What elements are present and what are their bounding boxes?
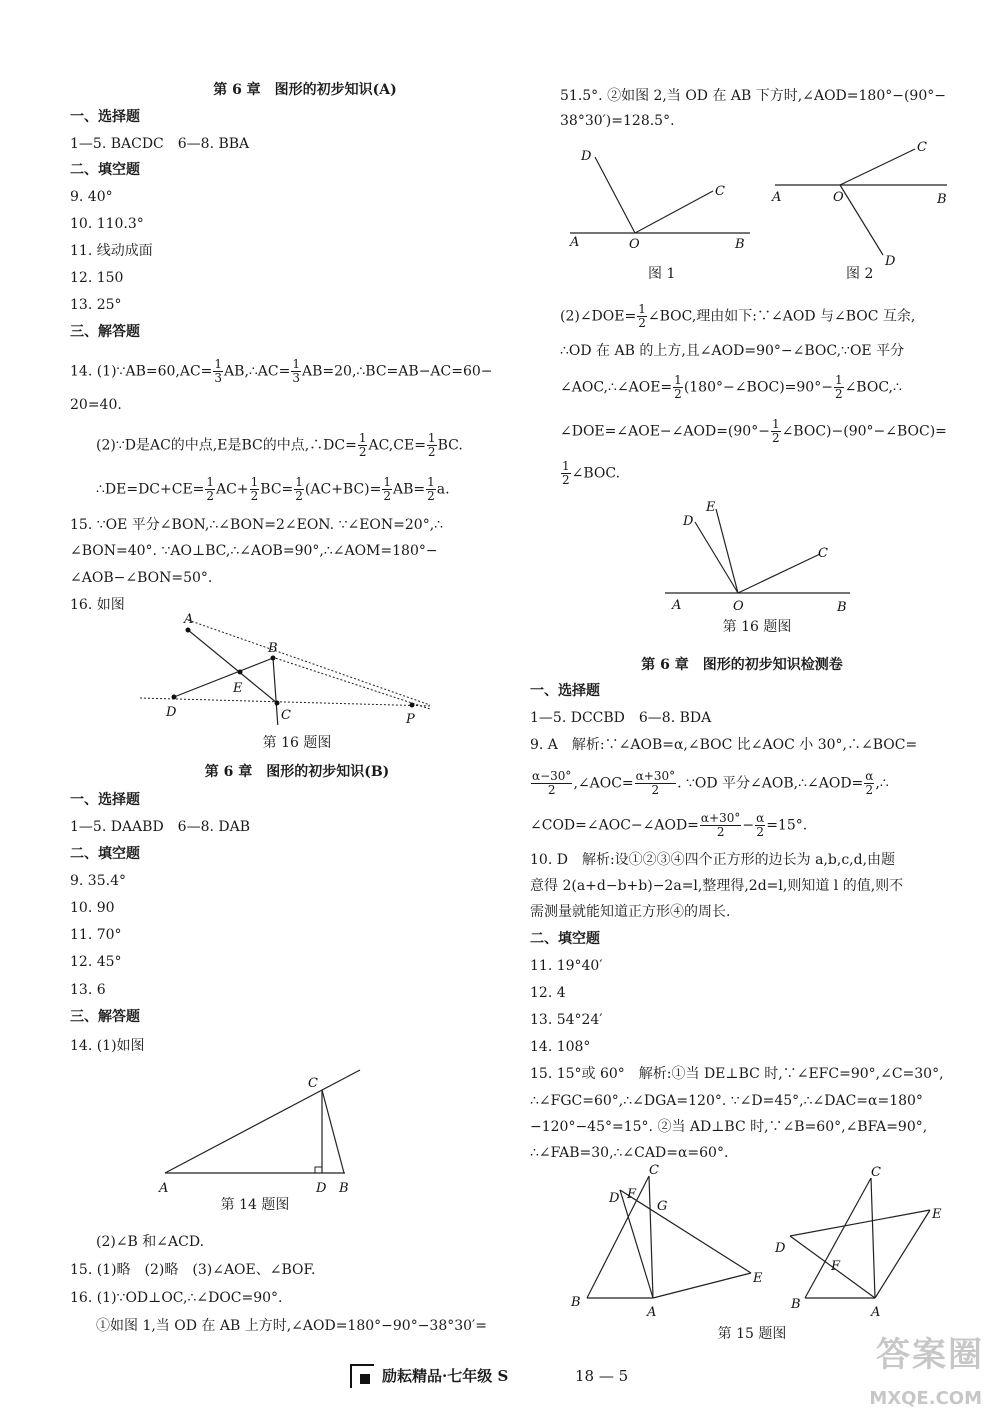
q14-line2: 20=40. (70, 397, 122, 413)
q15-line1: 15. ∵OE 平分∠BON,∴∠BON=2∠EON. ∵∠EON=20°,∴ (70, 517, 444, 533)
label-b: B (837, 600, 847, 615)
point-d (172, 695, 177, 700)
figure-15-caption: 第 15 题图 (717, 1326, 787, 1342)
point-c (275, 701, 280, 706)
section-b-fill-item: 11. 70° (70, 927, 122, 943)
section-a-fill-heading: 二、填空题 (70, 162, 140, 178)
q15-line2: ∠BON=40°. ∵AO⊥BC,∴∠AOB=90°,∴∠AOM=180°− (70, 543, 438, 559)
t15-line3: −120°−45°=15°. ②当 AD⊥BC 时,∵∠B=60°,∠BFA=90°, (530, 1119, 928, 1135)
fig15a-label-a: A (647, 1305, 657, 1320)
label-d: D (166, 705, 177, 720)
label-p: P (406, 712, 415, 725)
t15-line1: 15. 15°或 60° 解析:①当 DE⊥BC 时,∵∠EFC=90°,∠C=30°, (530, 1066, 944, 1082)
fig1-label-c: C (715, 184, 725, 199)
figure-16-right (660, 497, 860, 617)
t10-line2: 意得 2(a+d−b+b)−2a=l,整理得,2d=l,则知道 l 的值,则不 (530, 878, 904, 894)
section-b-choice-answers: 1—5. DAABD 6—8. DAB (70, 819, 251, 835)
figure-14-caption: 第 14 题图 (220, 1197, 290, 1213)
test-choice-heading: 一、选择题 (530, 683, 600, 699)
section-b-fill-item: 12. 45° (70, 954, 122, 970)
label-a: A (159, 1181, 169, 1195)
section-a-fill-item: 10. 110.3° (70, 216, 144, 232)
fig2-label-o: O (833, 190, 844, 205)
fig1-label-a: A (570, 235, 580, 250)
r-line2: 38°30′)=128.5°. (560, 113, 675, 129)
label-b: B (268, 641, 278, 656)
test-fill-heading: 二、填空题 (530, 931, 600, 947)
label-e: E (233, 681, 243, 696)
fig2-label-d: D (885, 254, 896, 269)
section-a-solve-heading: 三、解答题 (70, 324, 140, 340)
b16-line2: ①如图 1,当 OD 在 AB 上方时,∠AOD=180°−90°−38°30′= (96, 1318, 487, 1334)
fig15b-label-f: F (831, 1259, 841, 1274)
t9-line1: 9. A 解析:∵∠AOB=α,∠BOC 比∠AOC 小 30°,∴∠BOC= (530, 737, 918, 753)
q14-line3: (2)∵D是AC的中点,E是BC的中点,∴DC= $\frac{1}{2}$ AC,CE= $\frac{1}{2}$ BC. (96, 431, 463, 459)
label-b: B (339, 1181, 349, 1195)
section-a-fill-item: 13. 25° (70, 297, 122, 313)
figure-2-caption: 图 2 (846, 266, 874, 282)
p2-line1: (2)∠DOE= $\frac{1}{2}$ ∠BOC,理由如下:∵∠AOD 与∠BOC 互余, (560, 302, 916, 330)
fig2-label-b: B (937, 192, 947, 207)
point-a (186, 628, 191, 633)
fig15b-label-c: C (871, 1165, 881, 1180)
section-a-choice-heading: 一、选择题 (70, 109, 140, 125)
label-d: D (683, 514, 694, 529)
section-b-solve-heading: 三、解答题 (70, 1009, 140, 1025)
fig15b-label-e: E (932, 1207, 942, 1222)
b14-text: 14. (1)如图 (70, 1038, 145, 1054)
footer-page-number: 18 — 5 (575, 1367, 629, 1385)
p2-line2: ∴OD 在 AB 的上方,且∠AOD=90°−∠BOC,∵OE 平分 (560, 343, 905, 359)
label-c: C (818, 546, 828, 561)
test-fill-item: 14. 108° (530, 1039, 591, 1055)
section-a-title: 第 6 章 图形的初步知识(A) (213, 82, 397, 98)
fig15a-label-b: B (571, 1295, 581, 1310)
label-a: A (184, 612, 194, 627)
fig15a-label-g: G (657, 1199, 668, 1214)
t9-line3: ∠COD=∠AOC−∠AOD= $\frac{\alpha+30^\circ}{2}$ − $\frac{\alpha}{2}$ =15°. (530, 811, 808, 839)
fig1-label-b: B (735, 237, 745, 252)
q14-line1: 14. (1)∵AB=60,AC= $\frac{1}{3}$ AB,∴AC= $\frac{1}{3}$ AB=20,∴BC=AB−AC=60− (70, 357, 493, 385)
section-b-title: 第 6 章 图形的初步知识(B) (204, 764, 390, 780)
point-b (271, 656, 276, 661)
fig15b-label-a: A (871, 1305, 881, 1320)
section-b-fill-item: 9. 35.4° (70, 873, 126, 889)
fig15a-label-d: D (609, 1191, 620, 1206)
t10-line1: 10. D 解析:设①②③④四个正方形的边长为 a,b,c,d,由题 (530, 852, 896, 868)
test-title: 第 6 章 图形的初步知识检测卷 (641, 657, 843, 673)
figure-16-left (140, 610, 510, 725)
b16-line1: 16. (1)∵OD⊥OC,∴∠DOC=90°. (70, 1290, 283, 1306)
fig15b-label-d: D (775, 1241, 786, 1256)
section-b-fill-heading: 二、填空题 (70, 846, 140, 862)
test-fill-item: 13. 54°24′ (530, 1012, 603, 1028)
fig1-label-d: D (581, 149, 592, 164)
watermark (830, 1335, 990, 1419)
fig15a-label-e: E (753, 1271, 763, 1286)
point-p (410, 703, 415, 708)
label-d: D (316, 1181, 327, 1195)
label-e: E (706, 500, 716, 515)
section-b-fill-item: 10. 90 (70, 900, 115, 916)
section-a-fill-item: 11. 线动成面 (70, 243, 153, 259)
footer (350, 1360, 670, 1396)
figure-15 (565, 1158, 965, 1323)
figure-16r-caption: 第 16 题图 (722, 619, 792, 635)
section-a-fill-item: 9. 40° (70, 189, 113, 205)
t9-line2: $\frac{\alpha-30^\circ}{2}$ ,∠AOC= $\frac{\alpha+30^\circ}{2}$ . ∵OD 平分∠AOB,∴∠AOD= $\frac{\alpha}{2}$ ,∴ (532, 769, 889, 797)
t15-line4: ∴∠FAB=30,∴∠CAD=α=60°. (530, 1145, 729, 1161)
q15-line3: ∠AOB−∠BON=50°. (70, 570, 213, 586)
label-c: C (281, 708, 291, 723)
label-c: C (308, 1076, 318, 1091)
fig2-label-c: C (917, 140, 927, 155)
fig15b-label-b: B (791, 1297, 801, 1312)
section-b-fill-item: 13. 6 (70, 982, 106, 998)
watermark-url: MXQE.COM (869, 1388, 982, 1409)
b14-answer: (2)∠B 和∠ACD. (96, 1234, 205, 1250)
figures-1-2 (565, 135, 965, 285)
p2-line4: ∠DOE=∠AOE−∠AOD=(90°− $\frac{1}{2}$ ∠BOC)−(90°−∠BOC)= (560, 417, 947, 445)
test-fill-item: 11. 19°40′ (530, 958, 603, 974)
section-a-choice-answers: 1—5. BACDC 6—8. BBA (70, 136, 250, 152)
section-a-fill-item: 12. 150 (70, 270, 124, 286)
test-choice-answers: 1—5. DCCBD 6—8. BDA (530, 710, 712, 726)
q16-text: 16. 如图 (70, 597, 125, 613)
fig1-label-o: O (629, 237, 640, 252)
footer-brand: 励耘精品·七年级 S (382, 1367, 509, 1385)
figure-16-caption: 第 16 题图 (262, 735, 332, 751)
fig15a-label-c: C (649, 1163, 659, 1178)
watermark-text: 答案圈 (876, 1335, 984, 1375)
point-e (238, 670, 243, 675)
fig15a-label-f: F (627, 1187, 637, 1202)
figure-14 (150, 1065, 380, 1195)
figure-1-caption: 图 1 (648, 266, 676, 282)
t10-line3: 需测量就能知道正方形④的周长. (530, 904, 731, 920)
label-a: A (672, 598, 682, 613)
b15-text: 15. (1)略 (2)略 (3)∠AOE、∠BOF. (70, 1262, 316, 1278)
test-fill-item: 12. 4 (530, 985, 566, 1001)
t15-line2: ∴∠FGC=60°,∴∠DGA=120°. ∵∠D=45°,∴∠DAC=α=180° (530, 1093, 923, 1109)
p2-line3: ∠AOC,∴∠AOE= $\frac{1}{2}$ (180°−∠BOC)=90°− $\frac{1}{2}$ ∠BOC,∴ (560, 373, 902, 401)
publisher-logo-square-icon (360, 1374, 370, 1384)
p2-line5: $\frac{1}{2}$ ∠BOC. (562, 459, 621, 487)
label-o: O (733, 599, 744, 614)
fig2-label-a: A (772, 190, 782, 205)
r-line1: 51.5°. ②如图 2,当 OD 在 AB 下方时,∠AOD=180°−(90°− (560, 88, 946, 104)
section-b-choice-heading: 一、选择题 (70, 792, 140, 808)
q14-line4: ∴DE=DC+CE= $\frac{1}{2}$ AC+ $\frac{1}{2}$ BC= $\frac{1}{2}$ (AC+BC)= $\frac{1}{2}$ AB= $\frac{1}{2}$ a. (96, 475, 450, 503)
